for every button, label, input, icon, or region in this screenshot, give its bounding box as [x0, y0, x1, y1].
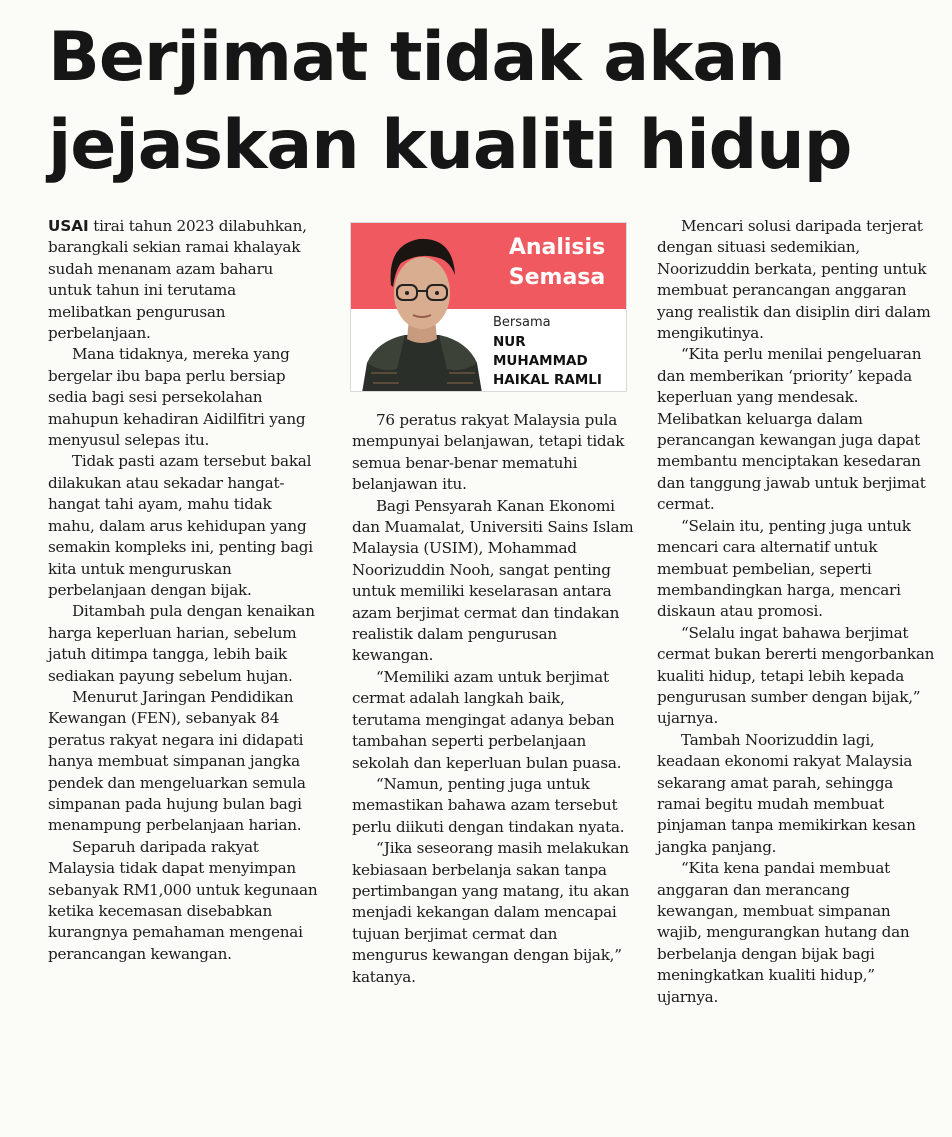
paragraph: Separuh daripada rakyat Malaysia tidak dapat menyimpan sebanyak RM1,000 untuk kegunaan ketika kecemasan disebabkan kurangnya pemahaman mengenai perancangan kewangan.: [48, 837, 318, 963]
paragraph: Mencari solusi daripada terjerat dengan situasi sedemikian, Noorizuddin berkata, penting untuk membuat perancangan anggaran yang realistik dan disiplin diri dalam mengikutinya.: [657, 217, 931, 343]
paragraph: Ditambah pula dengan kenaikan harga keperluan harian, sebelum jatuh ditimpa tangga, lebih baik sediakan payung sebelum hujan.: [48, 602, 315, 685]
column-byline-box: [350, 222, 627, 392]
article-column-1: [48, 216, 320, 965]
paragraph: “Selain itu, penting juga untuk mencari cara alternatif untuk membuat pembelian, seperti membandingkan harga, mencari diskaun atau promosi.: [657, 516, 911, 621]
paragraph: 76 peratus rakyat Malaysia pula mempunyai belanjawan, tetapi tidak semua benar-benar mematuhi belanjawan itu.: [352, 411, 625, 494]
paragraph: Tambah Noorizuddin lagi, keadaan ekonomi rakyat Malaysia sekarang amat parah, sehingga ramai begitu mudah membuat pinjaman tanpa memikirkan kesan jangka panjang.: [657, 730, 916, 856]
column-title-line-2: Semasa: [508, 265, 606, 290]
paragraph: “Kita kena pandai membuat anggaran dan merancang kewangan, membuat simpanan wajib, mengurangkan hutang dan berbelanja dengan bijak bagi meningkatkan kualiti hidup,” ujarnya.: [657, 859, 910, 1006]
author-name-line-1: NUR: [493, 334, 526, 350]
lead-word: USAI: [48, 217, 89, 235]
author-portrait: [357, 223, 487, 392]
lead-text: tirai tahun 2023 dilabuhkan, barangkali sekian ramai khalayak sudah menanam azam baharu untuk tahun ini terutama melibatkan pengurusan perbelanjaan.: [48, 217, 307, 343]
paragraph: Tidak pasti azam tersebut bakal dilakukan atau sekadar hangat-hangat tahi ayam, mahu tidak mahu, dalam arus kehidupan yang semakin kompleks ini, penting bagi kita untuk menguruskan perbelanjaan dengan bijak.: [48, 452, 313, 599]
with-label: Bersama: [493, 315, 551, 330]
column-title: [491, 233, 623, 293]
paragraph: [48, 216, 320, 344]
article-column-2: [352, 410, 634, 988]
paragraph: Mana tidaknya, mereka yang bergelar ibu bapa perlu bersiap sedia bagi sesi persekolahan mahupun kehadiran Aidilfitri yang menyusul selepas itu.: [48, 345, 306, 450]
author-name: [493, 333, 625, 390]
paragraph: “Jika seseorang masih melakukan kebiasaan berbelanja sakan tanpa pertimbangan yang matang, itu akan menjadi kekangan dalam mencapai tujuan berjimat cermat dan mengurus kewangan dengan bijak,” katanya.: [352, 839, 630, 986]
paragraph: “Selalu ingat bahawa berjimat cermat bukan bererti mengorbankan kualiti hidup, tetapi lebih kepada pengurusan sumber dengan bijak,” ujarnya.: [657, 623, 935, 728]
article-column-3: [657, 216, 935, 1008]
headline: [48, 14, 928, 190]
paragraph: “Kita perlu menilai pengeluaran dan memberikan ‘priority’ kepada keperluan yang mendesak. Melibatkan keluarga dalam perancangan kewangan juga dapat membantu menciptakan kesedaran dan tanggung jawab untuk berjimat cermat.: [657, 345, 926, 514]
headline-line-2: jejaskan kualiti hidup: [48, 106, 852, 185]
column-title-line-1: Analisis: [508, 235, 606, 260]
paragraph: Bagi Pensyarah Kanan Ekonomi dan Muamalat, Universiti Sains Islam Malaysia (USIM), Mohammad Noorizuddin Nooh, sangat penting untuk memiliki keselarasan antara azam berjimat cermat dan tindakan realistik dalam pengurusan kewangan.: [352, 496, 634, 665]
headline-line-1: Berjimat tidak akan: [48, 18, 785, 97]
paragraph: “Namun, penting juga untuk memastikan bahawa azam tersebut perlu diikuti dengan tindakan nyata.: [352, 774, 625, 836]
paragraph: Menurut Jaringan Pendidikan Kewangan (FEN), sebanyak 84 peratus rakyat negara ini didapati hanya membuat simpanan jangka pendek dan mengeluarkan semula simpanan pada hujung bulan bagi menampung perbelanjaan harian.: [48, 687, 306, 835]
author-name-line-3: HAIKAL RAMLI: [493, 372, 602, 388]
author-name-line-2: MUHAMMAD: [493, 353, 588, 369]
paragraph: “Memiliki azam untuk berjimat cermat adalah langkah baik, terutama mengingat adanya beban tambahan seperti perbelanjaan sekolah dan keperluan bulan puasa.: [352, 667, 622, 772]
